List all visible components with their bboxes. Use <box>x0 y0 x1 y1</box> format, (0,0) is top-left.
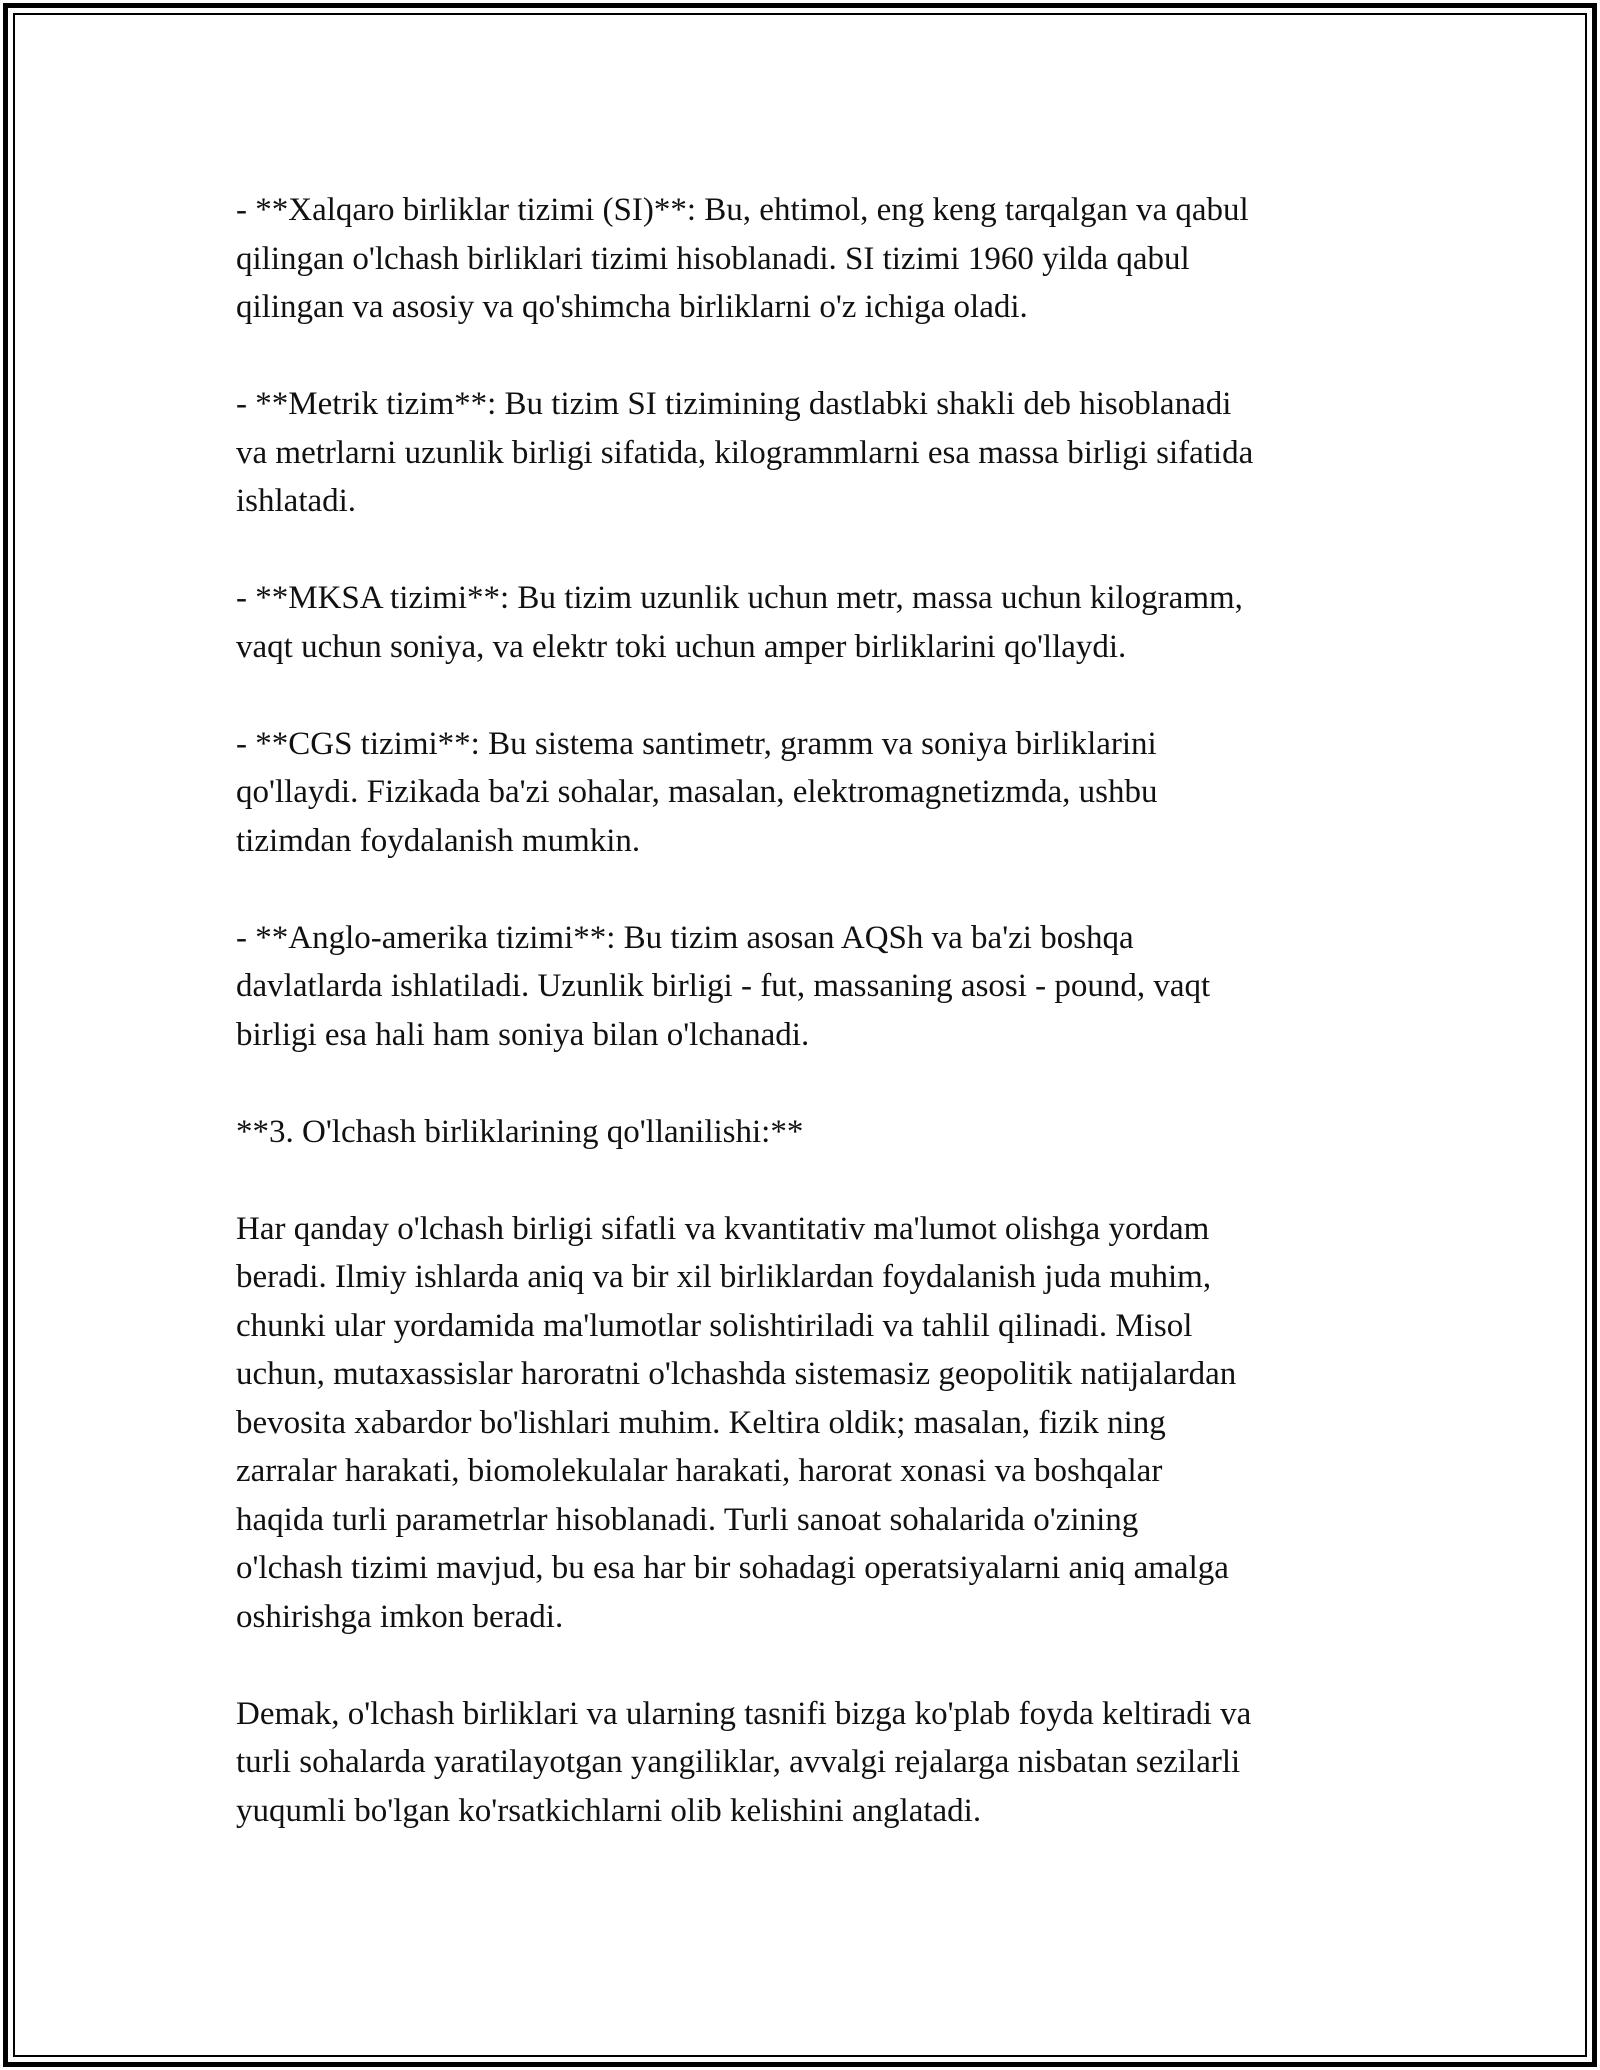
section-heading: **3. O'lchash birliklarining qo'llanilishi:** <box>236 1113 804 1150</box>
paragraph-conclusion: Demak, o'lchash birliklari va ularning tasnifi bizga ko'plab foyda keltiradi va turli sohalarda yaratilayotgan yangiliklar, avvalgi rejalarga nisbatan sezilarli yuqumli bo'lgan ko'rsatkichlarni olib kelishini anglatadi. <box>236 1695 1252 1829</box>
paragraph-cgs-system: - **CGS tizimi**: Bu sistema santimetr, gramm va soniya birliklarini qo'llaydi. Fizikada ba'zi sohalar, masalan, elektromagnetizmda, ushbu tizimdan foydalanish mumkin. <box>236 725 1158 859</box>
paragraph-application: Har qanday o'lchash birligi sifatli va kvantitativ ma'lumot olishga yordam beradi. Ilmiy ishlarda aniq va bir xil birliklardan foydalanish juda muhim, chunki ular yordamida ma'lumotlar solishtiriladi va tahlil qilinadi. Misol uchun, mutaxassislar haroratni o'lchashda sistemasiz geopolitik natijalardan bevosita xabardor bo'lishlari muhim. Keltira oldik; masalan, fizik ning zarralar harakati, biomolekulalar harakati, harorat xonasi va boshqalar haqida turli parametrlar hisoblanadi. Turli sanoat sohalarida o'zining o'lchash tizimi mavjud, bu esa har bir sohadagi operatsiyalarni aniq amalga oshirishga imkon beradi. <box>236 1210 1237 1635</box>
paragraph-si-system: - **Xalqaro birliklar tizimi (SI)**: Bu, ehtimol, eng keng tarqalgan va qabul qilingan o'lchash birliklari tizimi hisoblanadi. SI tizimi 1960 yilda qabul qilingan va asosiy va qo'shimcha birliklarni o'z ichiga oladi. <box>236 192 1249 325</box>
document-body <box>236 186 1386 1884</box>
paragraph-metric-system: - **Metrik tizim**: Bu tizim SI tizimining dastlabki shakli deb hisoblanadi va metrlarni uzunlik birligi sifatida, kilogrammlarni esa massa birligi sifatida ishlatadi. <box>236 386 1254 519</box>
paragraph-anglo-american-system: - **Anglo-amerika tizimi**: Bu tizim asosan AQSh va ba'zi boshqa davlatlarda ishlatiladi. Uzunlik birligi - fut, massaning asosi - pound, vaqt birligi esa hali ham soniya bilan o'lchanadi. <box>236 919 1211 1053</box>
paragraph-mksa-system: - **MKSA tizimi**: Bu tizim uzunlik uchun metr, massa uchun kilogramm, vaqt uchun soniya, va elektr toki uchun amper birliklarini qo'llaydi. <box>236 580 1243 665</box>
